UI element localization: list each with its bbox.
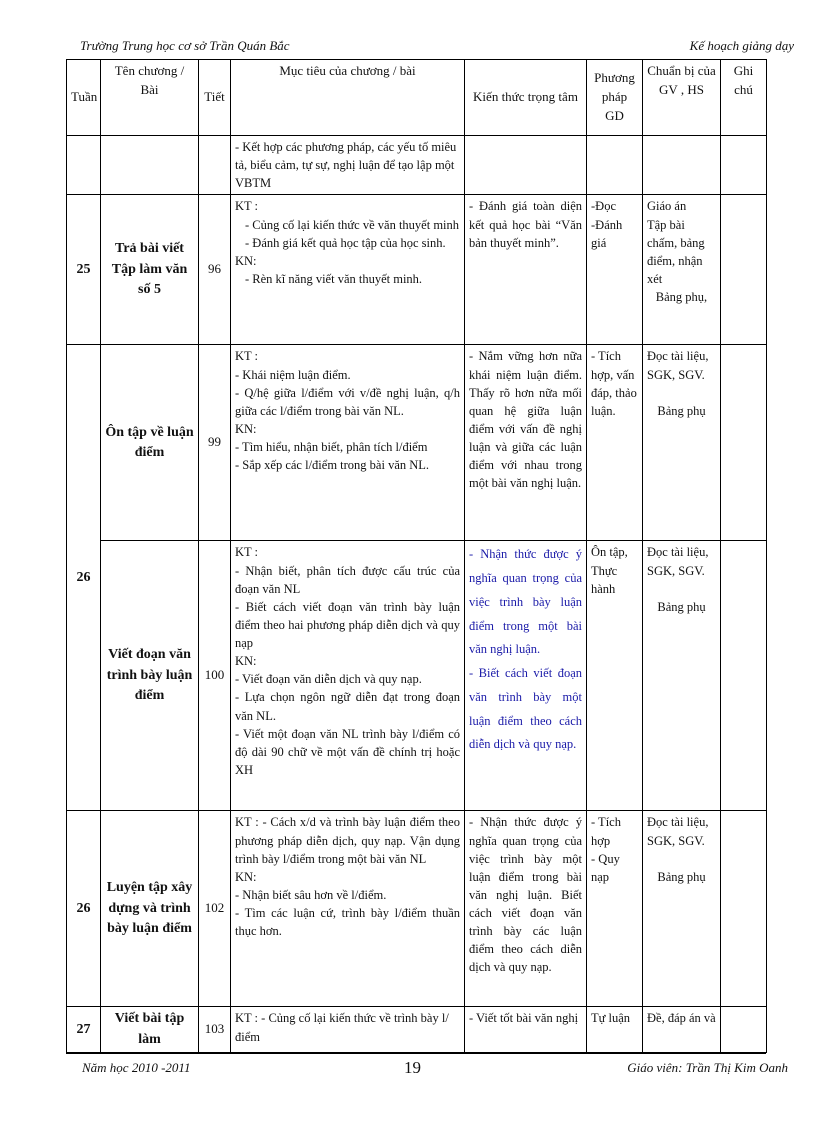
method-line: - Tích hợp [591, 815, 621, 848]
document-title: Kế hoạch giảng dạy [689, 38, 794, 53]
col-method-header: Phương pháp GD [587, 60, 643, 136]
objective-line: KT : [235, 199, 259, 214]
cell-note [721, 541, 767, 811]
cell-period: 96 [199, 195, 231, 345]
table-row [67, 195, 767, 345]
cell-knowledge [465, 1007, 587, 1053]
cell-week: 26 [67, 811, 101, 1007]
knowledge-line: - Nhận thức được ý nghĩa quan trọng của việc trình bày luận điểm trong một bài văn nghị luận. [469, 547, 582, 657]
cell-week [67, 136, 101, 195]
objective-line: - Nhận biết, phân tích được cấu trúc của đoạn văn NL [235, 563, 460, 596]
cell-week: 25 [67, 195, 101, 345]
cell-prep [643, 195, 721, 345]
objective-line: - Củng cố lại kiến thức về văn thuyết minh [245, 217, 460, 232]
knowledge-line: - Viết tốt bài văn nghị [469, 1011, 579, 1026]
prep-line: Đọc tài liệu, SGK, SGV. [647, 815, 709, 848]
cell-period [199, 136, 231, 195]
cell-method [587, 345, 643, 541]
prep-line: Giáo án [647, 199, 687, 214]
cell-week: 26 [67, 345, 101, 811]
knowledge-line: - Nhận thức được ý nghĩa quan trọng của việc trình bày một luận điểm trong bài văn nghị luận. Biết cách viết đoạn văn trình bày các luận điểm theo cách diễn dịch và quy nạp. [469, 815, 582, 975]
col-prep-header: Chuẩn bị của GV , HS [643, 60, 721, 136]
cell-method [587, 811, 643, 1007]
objective-line: - Biết cách viết đoạn văn trình bày luận điểm theo hai phương pháp diễn dịch và quy nạp [235, 599, 460, 650]
cell-lesson [101, 136, 199, 195]
table-header-row [67, 60, 767, 136]
cell-note [721, 195, 767, 345]
cell-note [721, 136, 767, 195]
table-row [67, 541, 767, 811]
cell-prep [643, 811, 721, 1007]
knowledge-line: - Đánh giá toàn diện kết quả học bài “Văn bản thuyết minh”. [469, 199, 582, 250]
table-row [67, 136, 767, 195]
cell-knowledge [465, 811, 587, 1007]
page-number: 19 [404, 1058, 421, 1077]
teaching-plan-table [66, 59, 767, 1053]
method-line: -Đánh giá [591, 217, 623, 250]
cell-objective [231, 345, 465, 541]
cell-prep [643, 345, 721, 541]
cell-note [721, 811, 767, 1007]
objective-line: - Kết hợp các phương pháp, các yếu tố miêu tả, biểu cảm, tự sự, nghị luận để tạo lập một VBTM [235, 140, 457, 191]
objective-line: - Sắp xếp các l/điểm trong bài văn NL. [235, 458, 430, 473]
method-line: Ôn tập, Thực hành [591, 545, 628, 596]
teacher-name: Giáo viên: Trần Thị Kim Oanh [627, 1060, 788, 1075]
cell-objective [231, 811, 465, 1007]
prep-line: Đề, đáp án và [647, 1011, 716, 1026]
prep-line: Bảng phụ [657, 599, 706, 614]
cell-knowledge [465, 136, 587, 195]
method-line: - Tích hợp, vấn đáp, thảo luận. [591, 349, 637, 418]
objective-line: KN: [235, 421, 257, 436]
cell-knowledge [465, 541, 587, 811]
cell-period: 103 [199, 1007, 231, 1053]
cell-objective [231, 541, 465, 811]
objective-line: - Viết đoạn văn diễn dịch và quy nạp. [235, 672, 422, 687]
school-year: Năm học 2010 -2011 [82, 1060, 191, 1075]
objective-line: - Rèn kĩ năng viết văn thuyết minh. [245, 271, 423, 286]
objective-line: KT : - Cách x/d và trình bày luận điểm theo phương pháp diễn dịch, quy nạp. Vận dụng trình bày l/điểm trong một bài văn NL [235, 815, 460, 866]
objective-line: KT : [235, 545, 259, 560]
prep-line: Đọc tài liệu, SGK, SGV. [647, 545, 709, 578]
cell-method [587, 1007, 643, 1053]
col-note-header: Ghi chú [721, 60, 767, 136]
prep-line: Bảng phụ [657, 869, 706, 884]
cell-method [587, 136, 643, 195]
method-line: - Quy nạp [591, 851, 620, 884]
col-week-header: Tuần [67, 60, 101, 136]
cell-lesson: Viết bài tập làm [101, 1007, 199, 1053]
table-row [67, 1007, 767, 1053]
col-period-header: Tiết [199, 60, 231, 136]
method-line: Tự luận [591, 1011, 631, 1026]
objective-line: - Tìm hiểu, nhận biết, phân tích l/điểm [235, 440, 428, 454]
cell-prep [643, 541, 721, 811]
cell-lesson: Viết đoạn văn trình bày luận điểm [101, 541, 199, 811]
objective-line: - Tìm các luận cứ, trình bày l/điểm thuần thục hơn. [235, 906, 460, 939]
prep-line: Đọc tài liệu, SGK, SGV. [647, 349, 709, 382]
cell-knowledge [465, 195, 587, 345]
cell-objective [231, 136, 465, 195]
objective-line: KN: [235, 869, 257, 884]
cell-lesson: Luyện tập xây dựng và trình bày luận điểm [101, 811, 199, 1007]
objective-line: - Q/hệ giữa l/điểm với v/đề nghị luận, q/h giữa các l/điểm trong bài văn NL. [235, 385, 460, 418]
objective-line: - Khái niệm luận điểm. [235, 367, 351, 382]
cell-prep [643, 136, 721, 195]
objective-line: - Đánh giá kết quả học tập của học sinh. [245, 235, 446, 250]
school-name: Trường Trung học cơ sở Trần Quán Bắc [80, 38, 290, 53]
prep-line: Bảng phụ, [655, 290, 708, 304]
cell-note [721, 345, 767, 541]
cell-period: 99 [199, 345, 231, 541]
cell-objective [231, 195, 465, 345]
cell-week: 27 [67, 1007, 101, 1053]
objective-line: KN: [235, 253, 257, 268]
cell-lesson: Ôn tập về luận điểm [101, 345, 199, 541]
cell-note [721, 1007, 767, 1053]
col-objective-header: Mục tiêu của chương / bài [231, 60, 465, 136]
cell-prep [643, 1007, 721, 1053]
cell-period: 100 [199, 541, 231, 811]
objective-line: - Viết một đoạn văn NL trình bày l/điểm có độ dài 90 chữ về một vấn đề chính trị hoặc XH [235, 726, 460, 777]
cell-method [587, 541, 643, 811]
cell-objective [231, 1007, 465, 1053]
objective-line: - Lựa chọn ngôn ngữ diễn đạt trong đoạn văn NL. [235, 690, 460, 723]
knowledge-line: - Nắm vững hơn nữa khái niệm luận điểm. Thấy rõ hơn nữa mối quan hệ giữa luận điểm với vấn đề nghị luận và giữa các luận điểm với nhau trong một bài văn nghị luận. [469, 349, 582, 491]
table-row [67, 345, 767, 541]
footer-divider [66, 1052, 766, 1054]
col-knowledge-header: Kiến thức trọng tâm [465, 60, 587, 136]
cell-method [587, 195, 643, 345]
objective-line: - Nhận biết sâu hơn về l/điểm. [235, 887, 387, 902]
objective-line: KT : [235, 349, 259, 364]
cell-period: 102 [199, 811, 231, 1007]
cell-lesson: Trả bài viết Tập làm văn số 5 [101, 195, 199, 345]
objective-line: KN: [235, 654, 257, 669]
prep-line: Tập bài chấm, bảng điểm, nhận xét [647, 217, 705, 286]
prep-line: Bảng phụ [657, 403, 706, 418]
objective-line: KT : - Củng cố lại kiến thức về trình bày l/điểm [235, 1011, 449, 1044]
cell-knowledge [465, 345, 587, 541]
table-row [67, 811, 767, 1007]
col-lesson-header: Tên chương / Bài [101, 60, 199, 136]
method-line: -Đọc [591, 199, 616, 214]
knowledge-line: - Biết cách viết đoạn văn trình bày một luận điểm theo cách diễn dịch và quy nạp. [469, 666, 582, 752]
